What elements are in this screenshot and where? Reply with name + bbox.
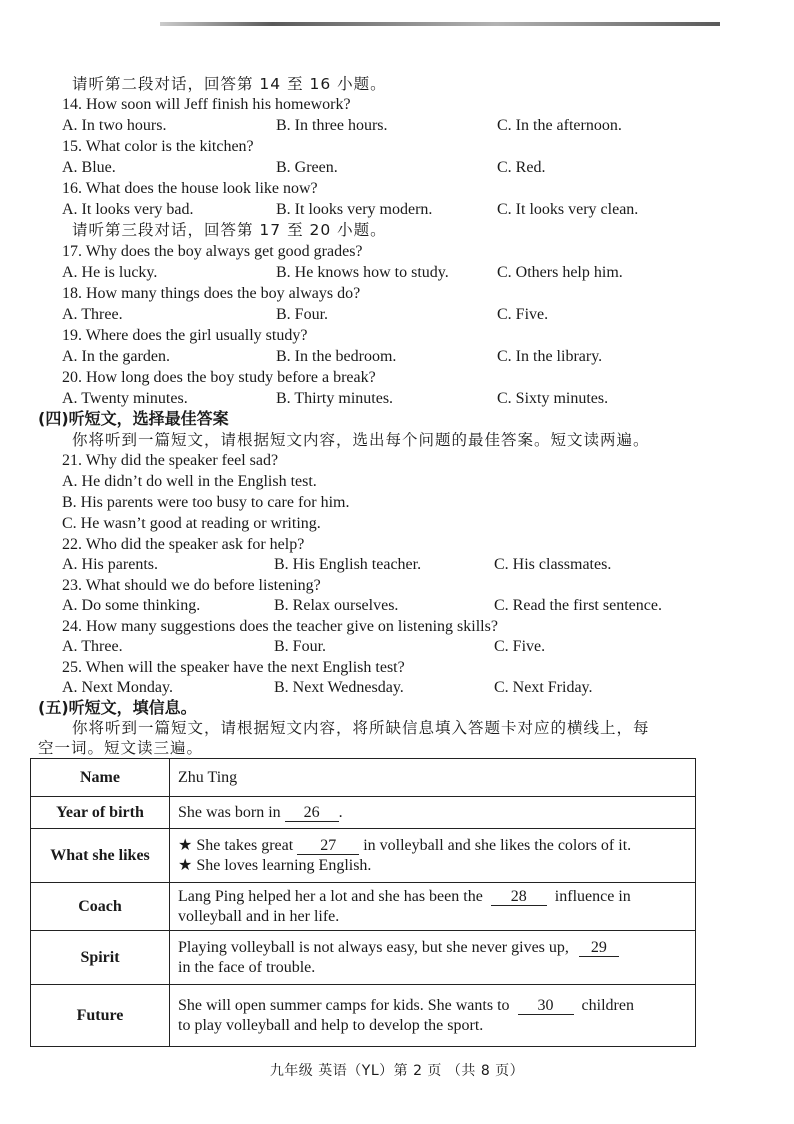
birth-cell [170,797,696,829]
options-19 [62,347,762,367]
table-row [31,797,696,829]
option-b: B. Four. [274,638,327,655]
option-c: C. Others help him. [497,264,623,281]
option-b: B. Next Wednesday. [274,679,404,696]
spirit-line-2: in the face of trouble. [178,958,316,976]
option-c: C. Read the first sentence. [494,597,662,614]
instruction-part-5-line-1: 你将听到一篇短文，请根据短文内容，将所缺信息填入答题卡对应的横线上，每 [72,719,650,737]
option-c: C. Five. [494,638,546,655]
option-c: C. In the library. [497,348,603,365]
option-c: C. Five. [497,306,549,323]
option-b: B. Green. [276,159,338,176]
option-c: C. It looks very clean. [497,201,639,218]
coach-line-2: volleyball and in her life. [178,907,340,925]
birth-period: . [338,803,343,821]
option-b: B. He knows how to study. [276,264,449,281]
instruction-part-5-line-2: 空一词。短文读三遍。 [38,739,204,757]
section-5-heading: (五)听短文，填信息。 [38,698,197,717]
option-b: B. His English teacher. [274,556,422,573]
name-value: Zhu Ting [170,759,696,797]
question-15: 15. What color is the kitchen? [62,138,254,155]
option-c: C. His classmates. [494,556,612,573]
option-c: C. Next Friday. [494,679,593,696]
options-22 [62,555,762,575]
option-a: A. His parents. [62,556,158,573]
table-row [31,759,696,797]
question-19: 19. Where does the girl usually study? [62,327,308,344]
likes-cell [170,829,696,883]
future-line-2: to play volleyball and help to develop the sport. [178,1016,484,1034]
birth-text: She was born in [178,803,281,821]
instruction-dialog-2: 请听第二段对话，回答第 14 至 16 小题。 [72,75,387,93]
question-25: 25. When will the speaker have the next English test? [62,659,405,676]
section-4-heading: (四)听短文，选择最佳答案 [38,409,229,428]
question-14: 14. How soon will Jeff finish his homework? [62,96,351,113]
table-row [31,985,696,1047]
future-text-end: children [581,996,634,1014]
option-21-c: C. He wasn’t good at reading or writing. [62,515,321,532]
option-a: A. Twenty minutes. [62,390,188,407]
blank-27[interactable]: 27 [297,838,359,855]
coach-text-end: influence in [554,887,631,905]
coach-text: Lang Ping helped her a lot and she has been the [178,887,483,905]
option-c: C. Sixty minutes. [497,390,609,407]
question-21: 21. Why did the speaker feel sad? [62,452,279,469]
option-b: B. Four. [276,306,329,323]
options-25 [62,678,762,698]
blank-28[interactable]: 28 [491,889,547,906]
blank-29[interactable]: 29 [579,940,619,957]
header-rule [160,22,720,26]
row-label-what-she-likes: What she likes [31,829,170,883]
spirit-text: Playing volleyball is not always easy, but she never gives up, [178,938,569,956]
option-a: A. Do some thinking. [62,597,201,614]
question-20: 20. How long does the boy study before a break? [62,369,376,386]
options-14 [62,116,762,136]
table-row [31,931,696,985]
table-row [31,883,696,931]
option-a: A. Three. [62,306,123,323]
table-row [31,829,696,883]
row-label-coach: Coach [31,883,170,931]
row-label-year-of-birth: Year of birth [31,797,170,829]
option-b: B. It looks very modern. [276,201,433,218]
option-b: B. In three hours. [276,117,388,134]
question-18: 18. How many things does the boy always do? [62,285,361,302]
option-c: C. Red. [497,159,546,176]
likes-line-1-end: in volleyball and she likes the colors of it. [363,836,632,854]
page-footer: 九年级 英语（YL）第 2 页 （共 8 页） [269,1063,525,1079]
option-a: A. Next Monday. [62,679,173,696]
row-label-spirit: Spirit [31,931,170,985]
blank-26[interactable]: 26 [285,805,339,822]
info-table [30,758,696,1047]
option-a: A. It looks very bad. [62,201,194,218]
option-21-a: A. He didn’t do well in the English test. [62,473,317,490]
option-b: B. Thirty minutes. [276,390,394,407]
future-cell [170,985,696,1047]
likes-line-1: ★ She takes great [178,836,294,854]
option-b: B. Relax ourselves. [274,597,399,614]
options-20 [62,389,762,409]
option-a: A. Blue. [62,159,116,176]
options-17 [62,263,762,283]
option-a: A. In two hours. [62,117,167,134]
options-23 [62,596,762,616]
option-a: A. Three. [62,638,123,655]
question-16: 16. What does the house look like now? [62,180,318,197]
spirit-cell [170,931,696,985]
future-text: She will open summer camps for kids. She wants to [178,996,510,1014]
option-21-b: B. His parents were too busy to care for him. [62,494,350,511]
row-label-name: Name [31,759,170,797]
row-label-future: Future [31,985,170,1047]
instruction-part-4: 你将听到一篇短文，请根据短文内容，选出每个问题的最佳答案。短文读两遍。 [72,431,650,449]
question-24: 24. How many suggestions does the teacher give on listening skills? [62,618,498,635]
likes-line-2: ★ She loves learning English. [178,856,372,874]
option-c: C. In the afternoon. [497,117,622,134]
question-22: 22. Who did the speaker ask for help? [62,536,305,553]
blank-30[interactable]: 30 [518,998,574,1015]
coach-cell [170,883,696,931]
options-15 [62,158,762,178]
option-a: A. In the garden. [62,348,170,365]
options-18 [62,305,762,325]
option-b: B. In the bedroom. [276,348,397,365]
options-16 [62,200,762,220]
question-17: 17. Why does the boy always get good grades? [62,243,363,260]
instruction-dialog-3: 请听第三段对话，回答第 17 至 20 小题。 [72,221,387,239]
options-24 [62,637,762,657]
question-23: 23. What should we do before listening? [62,577,321,594]
option-a: A. He is lucky. [62,264,158,281]
